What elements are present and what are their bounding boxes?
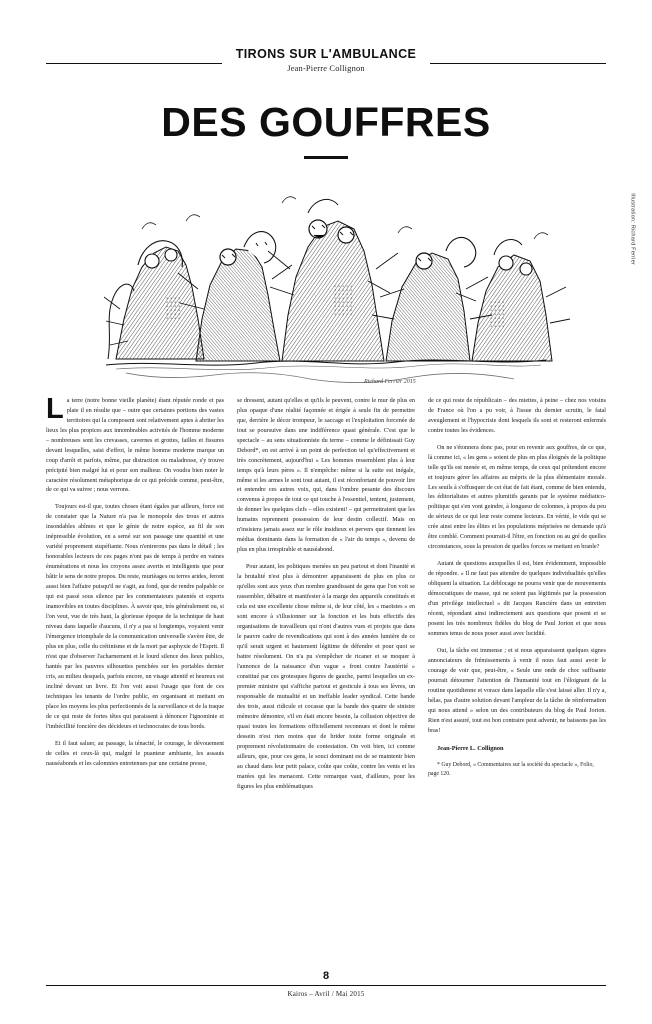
page-footer bbox=[46, 970, 606, 998]
article-body bbox=[46, 392, 606, 800]
masthead-rule-right bbox=[430, 63, 606, 64]
section-rubric: TIRONS SUR L'AMBULANCE bbox=[235, 47, 417, 61]
text-column-1 bbox=[46, 392, 224, 800]
page-title: DES GOUFFRES bbox=[161, 98, 491, 145]
paragraph: se dressent, autant qu'elles et qu'ils le peuvent, contre le mur de plus en plus opaque d'une réalité façonnée et érigée à seule fin de permettre que, derrière le décor trompeur, le saccage et l'exploitation forcenée de tout se poursuive dans une indifférence quasi générale. C'est que le spectacle – au sens situationniste du terme – comme le définissait Guy Debord*, en est arrivé à un point de perfection tel qu'effectivement et très concrètement, aujourd'hui « Les hommes ressemblent plus à leur temps qu'à leurs pères ». Il n'empêche: même si la suite est inégale, même si les armes le sont tout autant, il est réconfortant de pouvoir lire et entendre ces autres voix, qui, dans l'ombre pesante des discours convenus à propos de tout ce qui touche à l'essentiel, tentent, justement, de donner les quelques clefs – elles existent! – qui permettraient que les humains reprennent possession de leur destin collectif. Mais on n'insistera jamais assez sur le rôle insidieux et pervers que tiennent les médias dominants dans la formation de « l'air du temps », devenu de plus en plus irrespirable et nauséabond. bbox=[237, 397, 415, 554]
author-signature: Jean-Pierre L. Collignon bbox=[437, 744, 504, 752]
article-illustration bbox=[46, 169, 636, 391]
headline-divider bbox=[304, 156, 348, 159]
paragraph: Et il faut saluer, au passage, la ténacité, le courage, le dévouement de celles et ceux-là qui, malgré le puanteur ambiante, les assauts nauséabonds et les calomnies entretenues par une certaine presse, bbox=[46, 740, 224, 767]
footnote: * Guy Debord, « Commentaires sur la société du spectacle », Folio, page 120. bbox=[428, 761, 594, 777]
footer-divider bbox=[46, 985, 606, 986]
masthead-title-block bbox=[222, 48, 431, 73]
paragraph: Pour autant, les politiques menées un peu partout et dont l'inanité et la brutalité n'est plus à démontrer apparaissent de plus en plus ce qu'elles sont aux yeux d'un nombre grandissant de gens que l'on voit se rassembler, débattre et manifester à la marge des appareils constitués et cela est une excellente chose même si, de leur côté, les « maoïstes » en sont encore à s'illusionner sur la fonction et les buts effectifs des organisations de travailleurs qui n'ont d'autres vues et projets que dans le pauvre cadre de revendications qui sont à des années lumière de ce qu'il serait urgent et hautement légitime de défendre et pour quoi se battre résolument. On n'a pu s'empêcher de ricaner et se moquer à l'annonce de la naissance d'un vague « front contre l'austérité » constitué par ces grotesques figures de gauche, parmi lesquelles un ex-premier ministre qui s'affiche partout et gesticule à tous ses lèvres, un responsable de mutualité et un ineffable leader syndical. Cette bande des trois, aussi ridicule et cocasse que la bande des quatre de sinistre mémoire démontre, s'il en était encore besoin, la collusion objective de quasi toutes les formations officiellement reconnues et dont le même dessein n'est rien moins que de brider toute forme originale et proprement révolutionnaire de contestation. On voit bien, ici comme ailleurs, que, pour ces gens, le souci dominant est de se maintenir bien au chaud dans leur petit palace, coûte que coûte, contre les vents et les marées qui les menacent. Cette remarque vaut, d'ailleurs, pour les figures les plus emblématiques bbox=[237, 564, 415, 790]
text-column-2 bbox=[237, 397, 415, 800]
publication-info: Kairos – Avril / Mai 2015 bbox=[287, 990, 365, 998]
illustration-artwork bbox=[46, 169, 606, 391]
paragraph: La terre (notre bonne vieille planète) étant réputée ronde et pas plate il en résulte que – outre que certaines portions des vastes territoires qui la composent sont relativement aptes à abriter les lieux les plus propices aux innombrables activités de l'homme moderne – nombreuses sont les crevasses, cavernes et grottes, failles et fissures devant lesquelles, saisi d'effroi, le même homme moderne marque un coup d'arrêt et parfois, même, par distraction ou maladresse, s'y trouve précipité bien malgré lui et pour son malheur. On voudra bien noter le caractère résolument métaphorique de ce qui précède comme, peut-être, de ce qui va suivre ; nous verrons. bbox=[46, 392, 224, 494]
author-byline-top: Jean-Pierre Collignon bbox=[287, 63, 365, 73]
page-number: 8 bbox=[322, 970, 330, 982]
paragraph: Toujours est-il que, toutes choses étant égales par ailleurs, force est de constater que la Nature n'a pas le monopole des trous et autres insondables abîmes et que le génie de notre espèce, au fil de son inépressible évolution, en a semé sur son passage une quantité et une variété proprement stupéfiante. Nous n'entrerons pas dans le détail ; les honorables lecteurs de ces pages n'ont pas de temps à perdre en vaines énumérations et nous les croyons assez avertis et intelligents que pour bâtir le sens de notre propos. Du reste, murièages ou terres arides, feront aussi bien l'affaire puisqu'il ne s'agit, au fond, que de rendre palpable ce qui est passé sous silence par les commentateurs patentés et experts inamovibles en toutes disciplines. À savoir que, très généralement ou, si l'on veut, vue de très haut, la glorieuse époque de la technique de haut niveau dans laquelle d'aucuns, il n'y a pas si longtemps, voyaient venir l'émergence triomphale de la communication universelle s'avère être, de plus en plus, celle du crétinisme et de la mort par asphyxie de l'Esprit. Il n'est que d'observer l'acharnement et le lourd silence des lieux publics, hantés par les pauvres silhouettes penchées sur les portables dernier cris, au milieu desquels, parfois encore, un visage attentif et heureux est incliné devant un livre. Et l'on voit aussi l'usage que font de ces techniques les tenants de l'ordre public, en organisant et mettant en place les moyens les plus perfectionnés de la surveillance et de la traque de ce qui reste de fortes têtes qui paraissent à dénoncer l'ignominie et l'imbécillité foncière des décideurs et technocrates de tous bords. bbox=[46, 504, 224, 730]
paragraph: Autant de questions auxquelles il est, bien évidemment, impossible de répondre. « Il ne faut pas attendre de quelques individualités qu'elles obliquent la situation. La déblocage ne pourra venir que de mouvements démocratiques de masse, qui ne soient pas légitimés par la possession d'un privilège intellectuel » dit Jacques Rancière dans un entretien récent, répondant ainsi indirectement aux questions que posent et se posent les très nombreux fidèles du blog de Paul Jorion et que nous sommes tenus de nous poser aussi avec lucidité. bbox=[428, 561, 606, 638]
illustration-credit: Illustration: Richard Ferrier bbox=[630, 193, 636, 265]
paragraph: de ce qui reste de républicain – des miettes, à peine – chez nos voisins de France où l'on a pu voir, à l'issue du dernier scrutin, le fatal aveuglement et l'hypocrisie dont lesquels ils sont et resteront enfermés contre toutes les évidences. bbox=[428, 397, 606, 434]
masthead-rule-left bbox=[46, 63, 222, 64]
masthead bbox=[46, 47, 606, 75]
illustration-signature: Richard Ferrier 2015 bbox=[364, 378, 416, 385]
paragraph: On ne s'étonnera donc pas, pour en revenir aux gouffres, de ce que, là comme ici, « les gens » soient de plus en plus éloignés de la politique telle qu'ils est menée et, en même temps, de ceux qui prétendent encore et toujours gérer les affaires au mépris de la plus élémentaire morale. Les seuils à s'offusquer de cet état de fait étant, comme de bien entendu, les éditorialistes et autres plumitifs garants par le système médiatico-politique qui s'en vont geindre, à longueur de colonnes, à propos du peu de sérieux de ce qui leur reste comme lecteurs. En vérité, le vide qui se crée ainsi entre les élites et les populations méprisées ne demande qu'à être comblé. Comment pourrait-il l'être, en fonction ou au gré de quelles circonstances, sous la pression de quelles forces se mettant en branle? bbox=[428, 444, 606, 551]
text-column-3 bbox=[428, 397, 606, 800]
paragraph: Oui, la tâche est immense ; et si nous apparaissent quelques signes annonciateurs de frémissements à venir il nous faut aussi avoir le courage de voir que, peut-être, « Seule une onde de choc suffisante pourrait détourner l'attention de l'humanité tout en l'éloignant de la routine quotidienne et vorace dans laquelle elle s'est laissé aller. Il n'y a, hélas, pas d'autre solution devant l'ampleur de la tâche de réinformation qui nous attend » selon un des contributeurs du blog de Paul Jorion. Rien n'est assuré, tout est bon contraire peut advenir, ne baissons pas les bras! bbox=[428, 648, 606, 734]
